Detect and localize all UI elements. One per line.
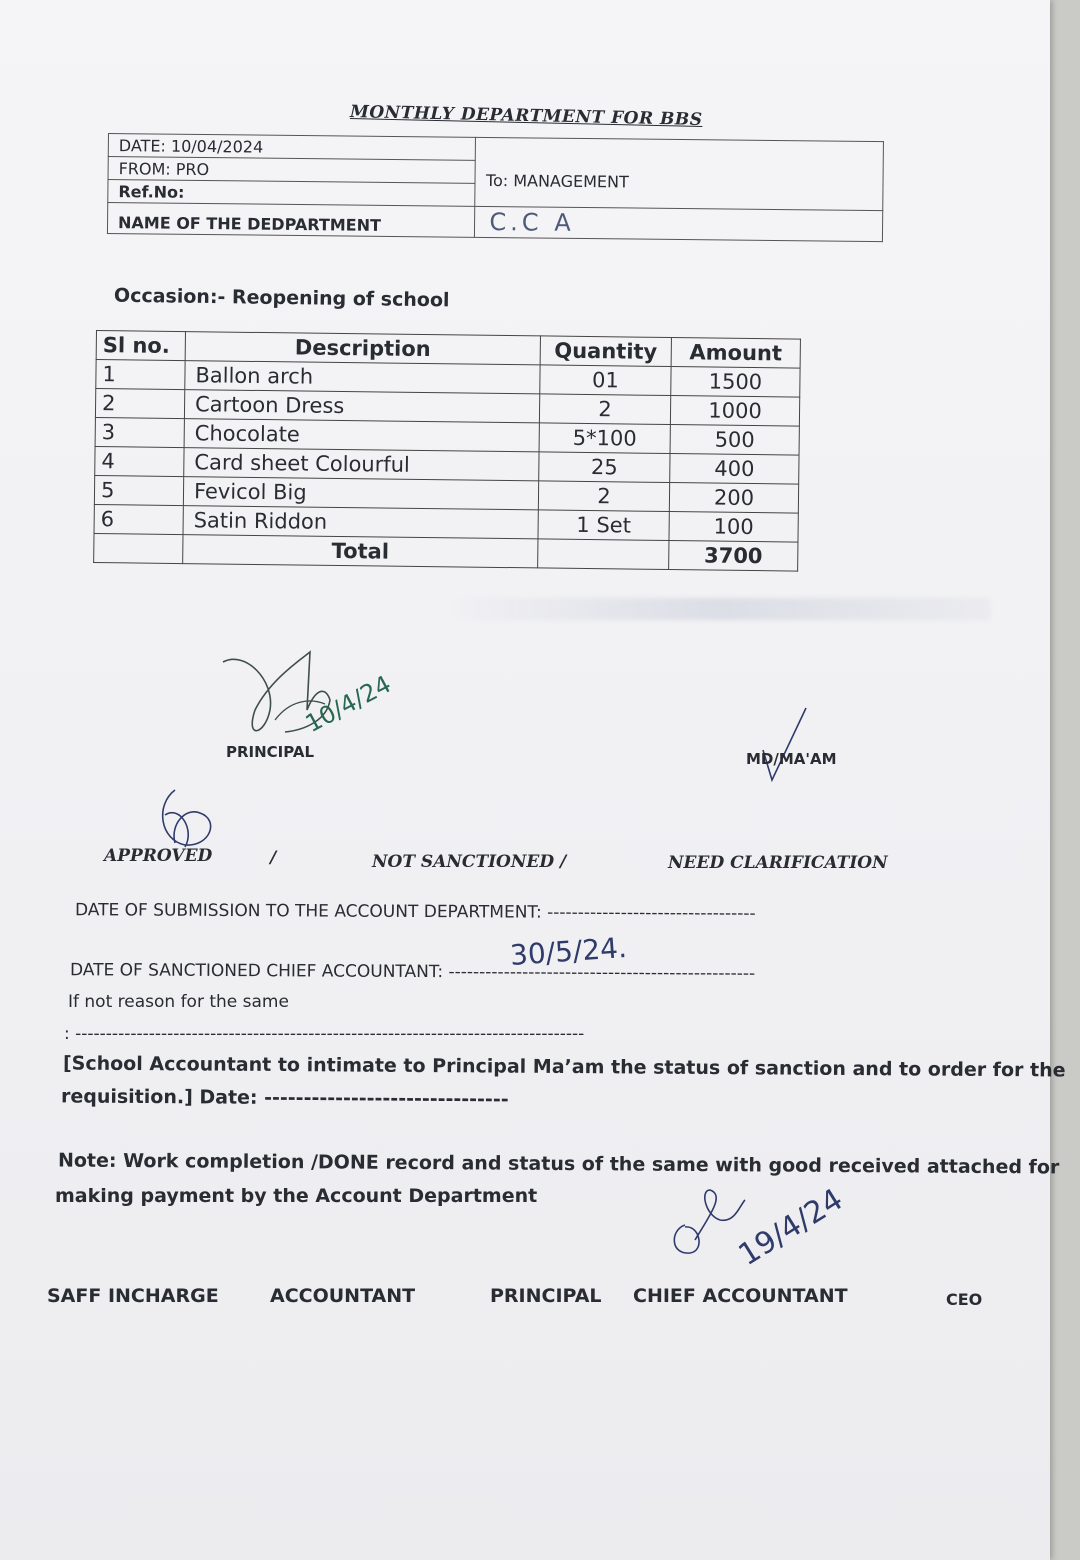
submission-date-line: DATE OF SUBMISSION TO THE ACCOUNT DEPARTMENT: ----------------------------------: [74, 900, 756, 924]
status-approved: APPROVED: [104, 846, 213, 866]
column-header-description: Description: [185, 332, 540, 365]
status-separator: /: [270, 848, 277, 868]
department-label-cell: NAME OF THE DEDPARTMENT: [107, 203, 475, 238]
column-header-amount: Amount: [671, 338, 800, 369]
footer-staff-incharge: SAFF INCHARGE: [47, 1285, 219, 1307]
cell-sl: 2: [95, 389, 184, 419]
principal-signature-date: 10/4/24: [300, 669, 396, 739]
to-cell: To: MANAGEMENT: [475, 137, 883, 210]
cell-amount: 1000: [670, 396, 799, 427]
instruction-line-1: [School Accountant to intimate to Principal Ma’am the status of sanction and to order for the: [62, 1052, 1066, 1082]
footer-chief-accountant: CHIEF ACCOUNTANT: [633, 1285, 848, 1307]
note-line-2: making payment by the Account Department: [55, 1185, 538, 1207]
cell-amount: 1500: [671, 367, 800, 398]
cell-description: Cartoon Dress: [184, 390, 539, 423]
cell-empty: [538, 539, 669, 570]
cell-description: Chocolate: [184, 419, 539, 452]
from-cell: FROM: PRO: [108, 157, 476, 184]
md-label: MD/MA'AM: [746, 750, 837, 768]
cell-quantity: 2: [538, 481, 669, 512]
status-not-sanctioned: NOT SANCTIONED /: [372, 852, 567, 872]
cell-amount: 100: [669, 512, 798, 543]
cell-description: Ballon arch: [185, 361, 540, 394]
reason-label: If not reason for the same: [68, 992, 289, 1012]
items-table: [93, 330, 801, 572]
erased-handwriting: [450, 598, 990, 620]
cell-sl: 6: [94, 504, 183, 534]
document-title: MONTHLY DEPARTMENT FOR BBS: [349, 102, 703, 130]
status-need-clarification: NEED CLARIFICATION: [668, 853, 888, 873]
cell-sl: 5: [94, 475, 183, 505]
cell-amount: 400: [670, 454, 799, 485]
cell-sl: 4: [95, 446, 184, 476]
chief-accountant-date: 19/4/24: [732, 1182, 850, 1273]
column-header-quantity: Quantity: [540, 336, 671, 367]
footer-ceo: CEO: [946, 1290, 983, 1309]
principal-label: PRINCIPAL: [226, 743, 315, 761]
sanctioned-handwritten-date: 30/5/24.: [508, 930, 628, 973]
md-signature-icon: [758, 705, 818, 785]
reason-line: : -----------------------------------------------------------------------------------: [64, 1024, 585, 1044]
cell-description: Satin Riddon: [183, 506, 538, 539]
cell-quantity: 2: [539, 394, 670, 425]
cell-description: Card sheet Colourful: [184, 448, 539, 481]
department-value-cell: C.C A: [475, 206, 883, 241]
date-cell: DATE: 10/04/2024: [108, 134, 476, 161]
approval-signature-icon: [145, 785, 225, 855]
cell-sl: 3: [95, 417, 184, 447]
header-table: [107, 133, 884, 242]
instruction-line-2: requisition.] Date: -------------------------------: [60, 1085, 509, 1111]
footer-accountant: ACCOUNTANT: [270, 1285, 416, 1307]
cell-sl: 1: [96, 360, 185, 390]
cell-quantity: 1 Set: [538, 510, 669, 541]
sanctioned-date-line: DATE OF SANCTIONED CHIEF ACCOUNTANT: --------------------------------------------------: [69, 960, 756, 984]
occasion-line: Occasion:- Reopening of school: [113, 284, 450, 312]
cell-quantity: 01: [540, 365, 671, 396]
cell-quantity: 5*100: [539, 423, 670, 454]
ref-cell: Ref.No:: [108, 180, 476, 207]
cell-quantity: 25: [539, 452, 670, 483]
total-label: Total: [183, 535, 538, 568]
cell-amount: 500: [670, 425, 799, 456]
cell-amount: 200: [669, 483, 798, 514]
cell-empty: [94, 533, 183, 563]
total-value: 3700: [669, 541, 798, 572]
column-header-sl: Sl no.: [96, 331, 185, 361]
footer-principal: PRINCIPAL: [490, 1285, 602, 1307]
note-line-1: Note: Work completion /DONE record and status of the same with good received attached for: [57, 1149, 1060, 1179]
cell-description: Fevicol Big: [183, 477, 538, 510]
